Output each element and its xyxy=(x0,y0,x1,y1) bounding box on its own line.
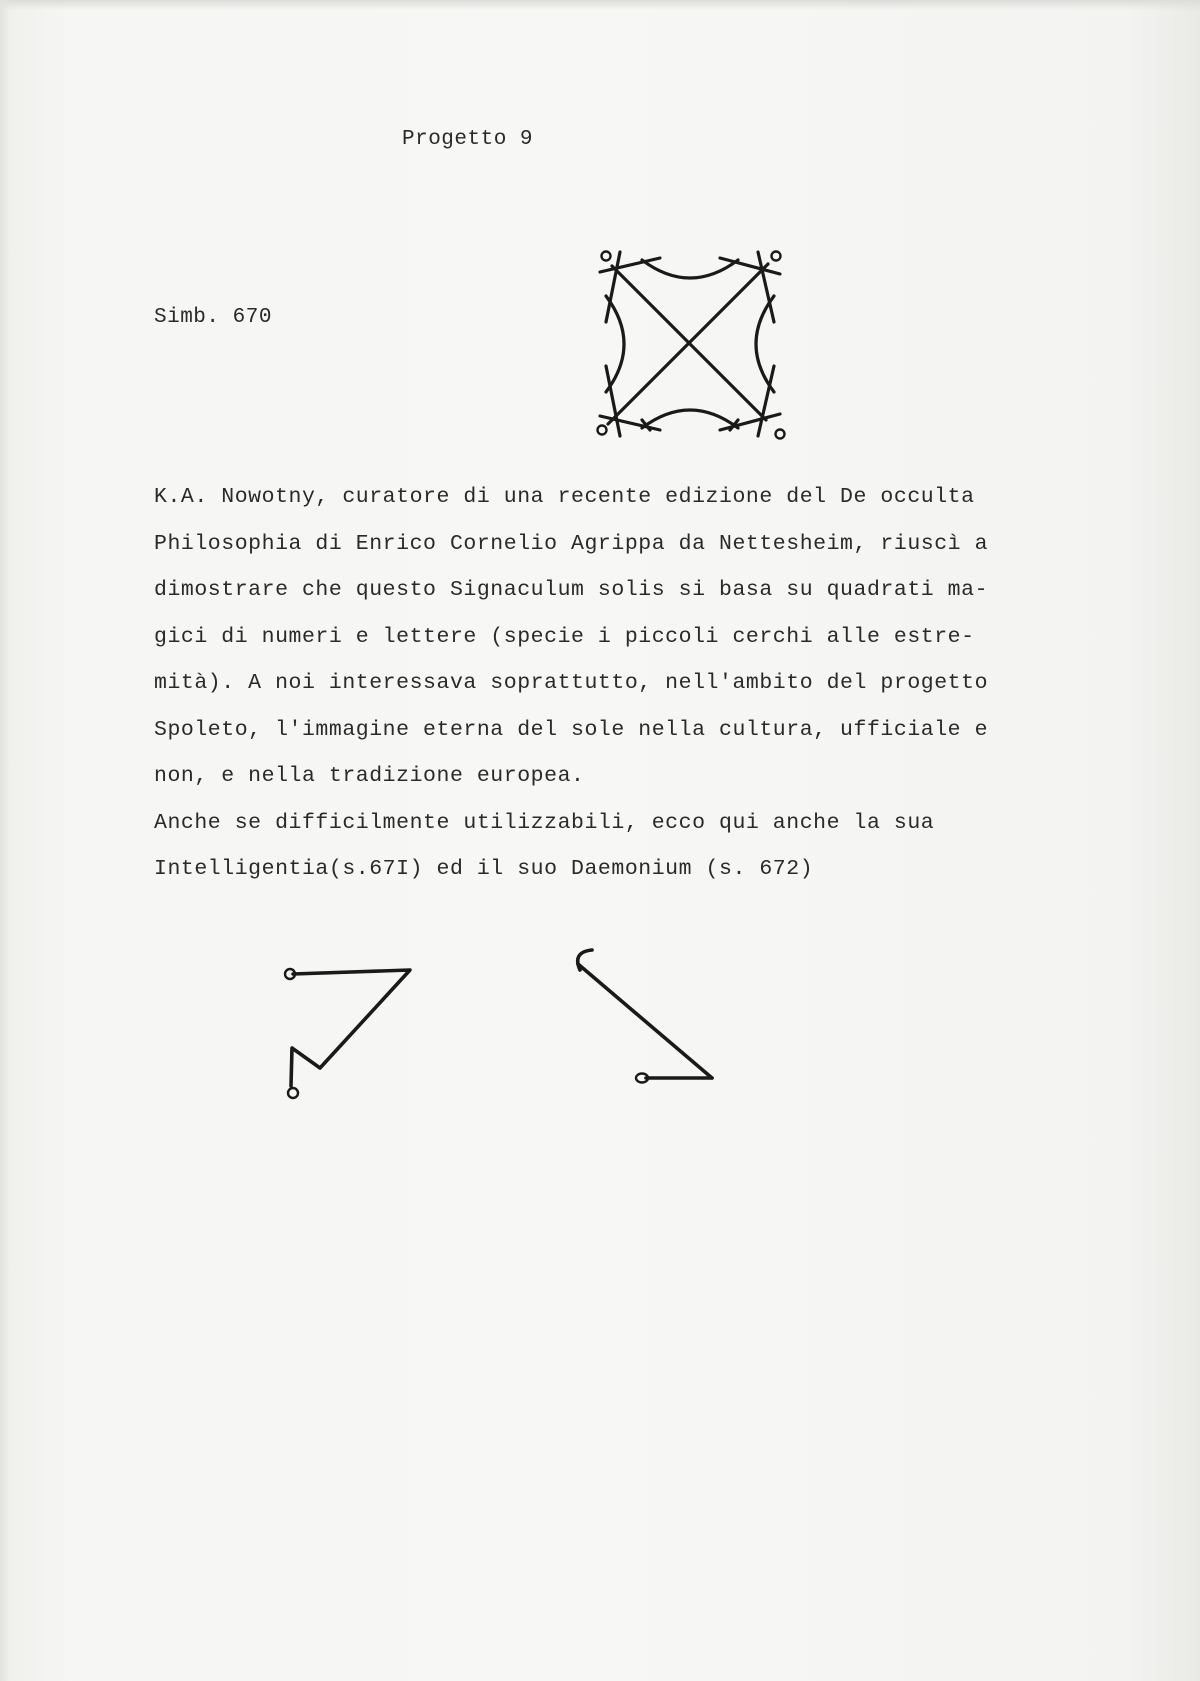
seal-terminal-circle-tl xyxy=(602,252,611,261)
seal-terminal-circle-bl xyxy=(598,426,607,435)
daemonium-sigil-drawing xyxy=(566,944,726,1094)
page-heading: Progetto 9 xyxy=(402,128,534,151)
body-line: gici di numeri e lettere (specie i piccoli cerchi alle estre- xyxy=(154,624,975,649)
intelligentia-stroke xyxy=(291,970,410,1086)
body-line: Philosophia di Enrico Cornelio Agrippa da Nettesheim, riuscì a xyxy=(154,531,989,556)
body-line: Spoleto, l'immagine eterna del sole nella cultura, ufficiale e xyxy=(154,717,989,742)
body-line: Anche se difficilmente utilizzabili, ecco qui anche la sua xyxy=(154,810,935,835)
body-line: mità). A noi interessava soprattutto, nell'ambito del progetto xyxy=(154,671,989,695)
page-edge-shadow-top xyxy=(0,0,1200,10)
intelligentia-terminal-circle-bottom xyxy=(288,1088,298,1098)
seal-terminal-circle-tr xyxy=(772,252,781,261)
seal-arc-top xyxy=(642,260,738,278)
seal-arc-bottom xyxy=(642,410,738,428)
sun-seal-drawing xyxy=(590,244,790,444)
body-line: non, e nella tradizione europea. xyxy=(154,764,585,788)
body-line: dimostrare che questo Signaculum solis si basa su quadrati ma- xyxy=(154,578,989,602)
symbol-label: Simb. 670 xyxy=(154,306,272,329)
seal-stroke-left-top xyxy=(606,252,620,322)
intelligentia-sigil-drawing xyxy=(280,960,420,1100)
page-edge-shadow-left xyxy=(0,0,10,1681)
body-line: K.A. Nowotny, curatore di una recente edizione del De occulta xyxy=(154,485,975,509)
seal-terminal-circle-br xyxy=(776,430,785,439)
body-paragraph xyxy=(154,474,1034,893)
daemonium-diagonal-stroke xyxy=(578,964,712,1078)
body-line: Intelligentia(s.67I) ed il suo Daemonium (s. 672) xyxy=(154,857,814,881)
